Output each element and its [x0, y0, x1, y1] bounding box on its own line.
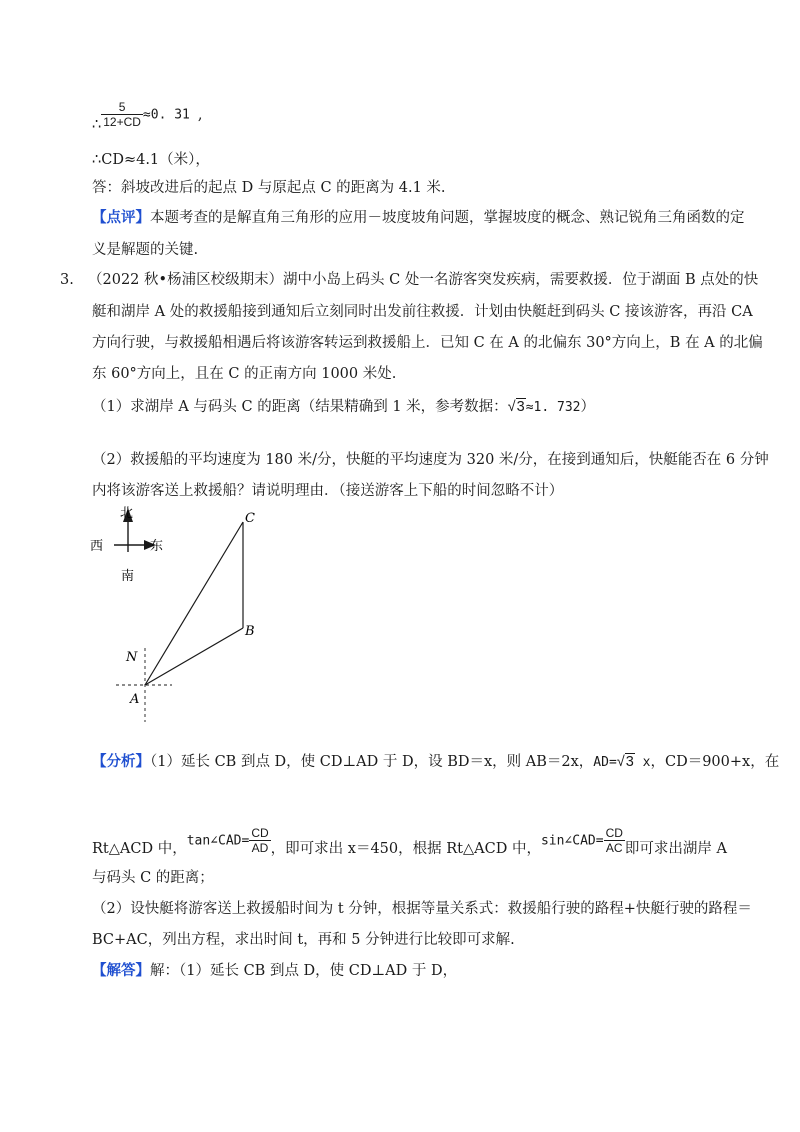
geometry-figure	[80, 500, 280, 730]
review-tag: 【点评】	[92, 209, 150, 226]
tan-denominator: AD	[249, 840, 270, 855]
point-N-label: N	[126, 650, 138, 665]
sqrt-3-analysis: √3	[616, 754, 634, 770]
compass-south: 南	[121, 569, 135, 584]
approx-value: ≈0. 31	[142, 107, 190, 123]
question-1-close: ）	[580, 399, 596, 415]
analysis-line-3: 与码头 C 的距离；	[92, 870, 214, 886]
sin-denominator: AC	[604, 840, 625, 855]
analysis-text-2b: ，即可求出 x＝450，根据 Rt△ACD 中，	[270, 840, 541, 857]
analysis-line-5: BC+AC，列出方程，求出时间 t，再和 5 分钟进行比较即可求解.	[92, 932, 515, 948]
question-2-line-2: 内将该游客送上救援船？请说明理由．（接送游客上下船的时间忽略不计）	[92, 483, 564, 499]
solution-line	[92, 961, 457, 981]
review-text: 本题考查的是解直角三角形的应用－坡度坡角问题，掌握坡度的概念、熟记锐角三角函数的定	[150, 210, 745, 226]
tan-numerator: CD	[251, 826, 269, 840]
therefore-symbol: ∴	[92, 116, 102, 133]
tan-label: tan∠CAD=	[186, 833, 250, 849]
compass-east: 东	[150, 539, 164, 554]
analysis-line-2	[92, 826, 727, 855]
question-1	[92, 397, 595, 418]
sin-fraction	[604, 826, 625, 855]
segment-AB	[145, 628, 243, 685]
review-line	[92, 208, 745, 228]
sqrt-approx: ≈1. 732	[525, 400, 581, 415]
analysis-text-1b: ，CD＝900+x，在	[650, 754, 780, 770]
fraction	[101, 100, 143, 129]
problem-line-2: 艇和湖岸 A 处的救援船接到通知后立刻同时出发前往救援．计划由快艇赶到码头 C 接该游客，再沿 CA	[92, 304, 753, 320]
question-1-text: （1）求湖岸 A 与码头 C 的距离（结果精确到 1 米，参考数据：	[92, 399, 508, 415]
sin-numerator: CD	[605, 826, 623, 840]
analysis-tag: 【分析】	[92, 753, 150, 770]
question-2-line-1: （2）救援船的平均速度为 180 米/分，快艇的平均速度为 320 米/分，在接到通知后，快艇能否在 6 分钟	[92, 452, 769, 468]
solution-tag: 【解答】	[92, 962, 150, 979]
sqrt-3: √3	[507, 399, 525, 415]
review-line-2: 义是解题的关键.	[92, 242, 199, 258]
fraction-denominator: 12+CD	[103, 115, 141, 129]
point-C-label: C	[245, 511, 255, 526]
answer-line: 答：斜坡改进后的起点 D 与原起点 C 的距离为 4.1 米.	[92, 180, 446, 196]
sin-label: sin∠CAD=	[540, 833, 604, 849]
analysis-text-2a: Rt△ACD 中，	[92, 840, 187, 857]
analysis-text-1a: （1）延长 CB 到点 D，使 CD⊥AD 于 D，设 BD＝x，则 AB＝2x，	[150, 754, 594, 770]
formula-line	[92, 100, 203, 133]
fraction-numerator: 5	[118, 100, 126, 114]
cd-result: ∴CD≈4.1（米），	[92, 152, 210, 168]
point-B-label: B	[245, 624, 255, 639]
x-variable: x	[634, 755, 651, 770]
comma: ,	[197, 106, 203, 123]
analysis-line-1	[92, 752, 779, 773]
analysis-line-4: （2）设快艇将游客送上救援船时间为 t 分钟，根据等量关系式：救援船行驶的路程+快艇行驶的路程＝	[92, 901, 752, 917]
problem-line-4: 东 60°方向上，且在 C 的正南方向 1000 米处.	[92, 366, 397, 382]
point-A-label: A	[130, 692, 140, 707]
analysis-text-2c: 即可求出湖岸 A	[624, 840, 728, 857]
compass-north: 北	[120, 506, 134, 521]
problem-line-3: 方向行驶，与救援船相遇后将该游客转运到救援船上．已知 C 在 A 的北偏东 30°方向上，B 在 A 的北偏	[92, 335, 763, 351]
problem-number: 3.	[60, 272, 74, 288]
solution-text: 解：（1）延长 CB 到点 D，使 CD⊥AD 于 D，	[150, 963, 458, 979]
compass-west: 西	[90, 539, 104, 554]
tan-fraction	[249, 826, 270, 855]
ad-expression: AD=	[593, 755, 617, 770]
problem-line-1: （2022 秋•杨浦区校级期末）湖中小岛上码头 C 处一名游客突发疾病，需要救援．位于湖面 B 点处的快	[88, 272, 759, 288]
